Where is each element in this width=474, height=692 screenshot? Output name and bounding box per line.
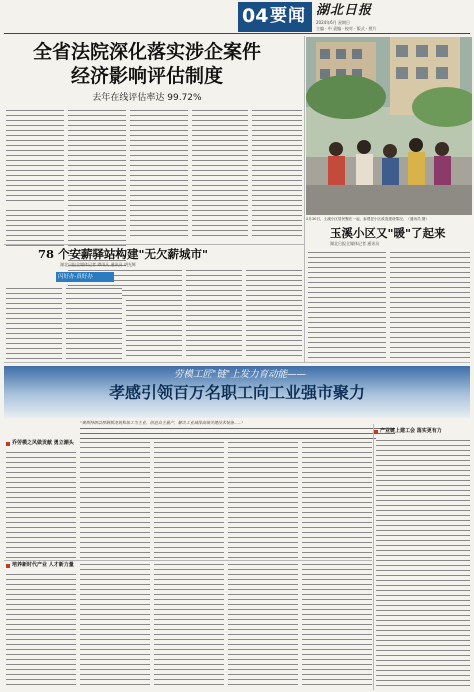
article-headline: 玉溪小区又"暖"了起来 [330, 226, 446, 240]
section-heading: 培养新时代产业 人才新力量 [12, 562, 74, 568]
article-body-col1b [6, 208, 64, 248]
feature-body-col [80, 440, 150, 558]
feature-body-col [302, 440, 372, 558]
feature-body-col [80, 562, 150, 688]
banner-kicker: 劳模工匠"链"上发力育动能—— [173, 369, 307, 380]
article-headline-line2: 经济影响评估制度 [70, 65, 223, 87]
article-headline: 全省法院深化落实涉企案件 [32, 41, 261, 63]
article-body-col [390, 250, 470, 360]
section-heading: 乔劳模之风做贡献 勇立潮头 [12, 440, 74, 446]
article-body-col4 [192, 108, 248, 240]
divider [4, 362, 470, 363]
masthead-rule [4, 33, 470, 34]
section-heading: 产业链上建工会 落实更有力 [380, 428, 442, 434]
feature-body-col [302, 562, 372, 688]
article-subhead: 去年在线评估率达 99.72% [92, 93, 202, 103]
divider [304, 36, 305, 362]
article-body-col3 [130, 108, 188, 240]
feature-body-col [228, 440, 298, 558]
feature-body-col [6, 572, 76, 688]
page-number: 04 [242, 5, 269, 27]
paper-name-logo: 湖北日报 [316, 3, 373, 18]
feature-body-col [6, 450, 76, 558]
article-body-col5 [252, 108, 302, 240]
feature-body-col [154, 440, 224, 558]
divider [373, 424, 374, 690]
news-photo [306, 37, 472, 215]
article-body-col [308, 250, 386, 360]
divider [4, 244, 304, 245]
editor-line: 主编 · 中 责编 · 校对 · 版式 · 照片 [316, 26, 377, 31]
masthead [0, 0, 474, 34]
article-body-col1 [6, 108, 64, 204]
section-marker-icon [6, 564, 10, 568]
feature-body-col [376, 438, 470, 688]
article-byline: 湖北日报全媒体记者 谭雨凡 通讯员 胡光辉 [60, 262, 136, 267]
date-line: 2024年6月 星期日 [316, 20, 350, 25]
divider [4, 560, 372, 561]
kicker-label: 闪好办·真好办 [58, 274, 93, 280]
article-body-col [126, 268, 182, 360]
news-photo-image [306, 37, 472, 215]
section-marker-icon [6, 442, 10, 446]
article-headline: 78 个安薪驿站构建"无欠薪城市" [38, 247, 208, 261]
feature-intro-lines [80, 426, 395, 440]
article-body-col [66, 286, 122, 360]
article-body-col [186, 268, 242, 360]
photo-caption: 5月30日，土溪小区居民聚在一起，参观老小区改造建设情况。（通讯员 摄） [306, 217, 429, 221]
section-name: 要闻 [270, 6, 306, 26]
section-marker-icon [374, 430, 378, 434]
article-byline: 湖北日报全媒体记者 通讯员 [330, 241, 380, 246]
feature-intro: "奥斯特朗以厚钢板浇筑和加工为主业，创造自主量产，解决工业减排高端关键技术装备......" [80, 420, 244, 425]
feature-body-col [154, 562, 224, 688]
article-body-col [6, 286, 62, 360]
article-body-col [246, 268, 302, 360]
feature-body-col [228, 562, 298, 688]
feature-headline: 孝感引领百万名职工向工业强市聚力 [108, 383, 365, 402]
